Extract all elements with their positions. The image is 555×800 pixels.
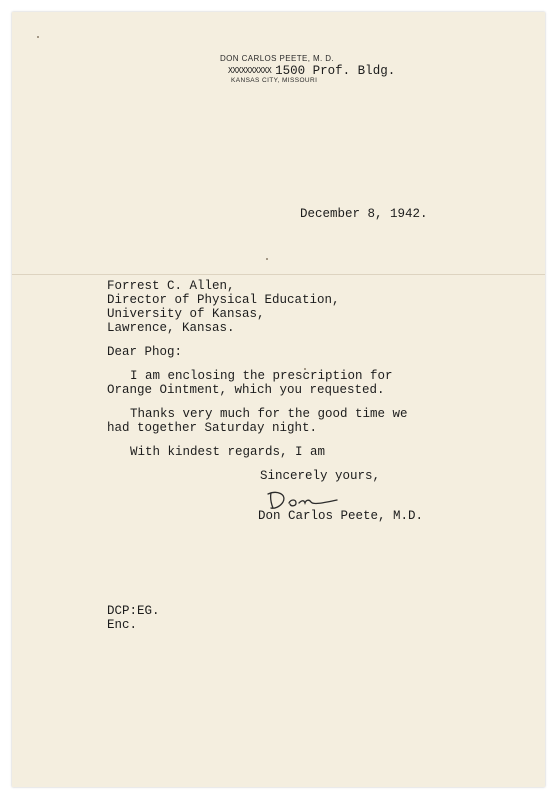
paper-fold: [12, 274, 545, 275]
recipient-line: Lawrence, Kansas.: [107, 321, 235, 335]
body-paragraph-3: With kindest regards, I am: [130, 445, 326, 459]
reference-initials: DCP:EG.: [107, 604, 160, 618]
letterhead-address-text: 1500 Prof. Bldg.: [275, 64, 396, 79]
recipient-line: Director of Physical Education,: [107, 293, 340, 307]
body-line: had together Saturday night.: [107, 421, 318, 435]
typed-signature: Don Carlos Peete, M.D.: [258, 509, 424, 523]
enclosure-notation: Enc.: [107, 618, 138, 632]
letterhead-address: [228, 62, 396, 79]
letter-date: December 8, 1942.: [300, 207, 428, 221]
recipient-line: University of Kansas,: [107, 307, 265, 321]
body-line: Thanks very much for the good time we: [130, 407, 408, 421]
letterhead-struck-address: XXXXXXXXXX: [228, 66, 272, 76]
body-line: I am enclosing the prescription for: [130, 369, 393, 383]
paper-speck: [37, 36, 39, 38]
letter-page: [12, 12, 545, 787]
body-line: Orange Ointment, which you requested.: [107, 383, 385, 397]
paper-speck: [266, 258, 268, 260]
letterhead-city: KANSAS CITY, MISSOURI: [231, 77, 318, 84]
recipient-line: Forrest C. Allen,: [107, 279, 235, 293]
salutation: Dear Phog:: [107, 345, 183, 359]
letterhead-name: DON CARLOS PEETE, M. D.: [220, 54, 335, 63]
closing: Sincerely yours,: [260, 469, 381, 483]
